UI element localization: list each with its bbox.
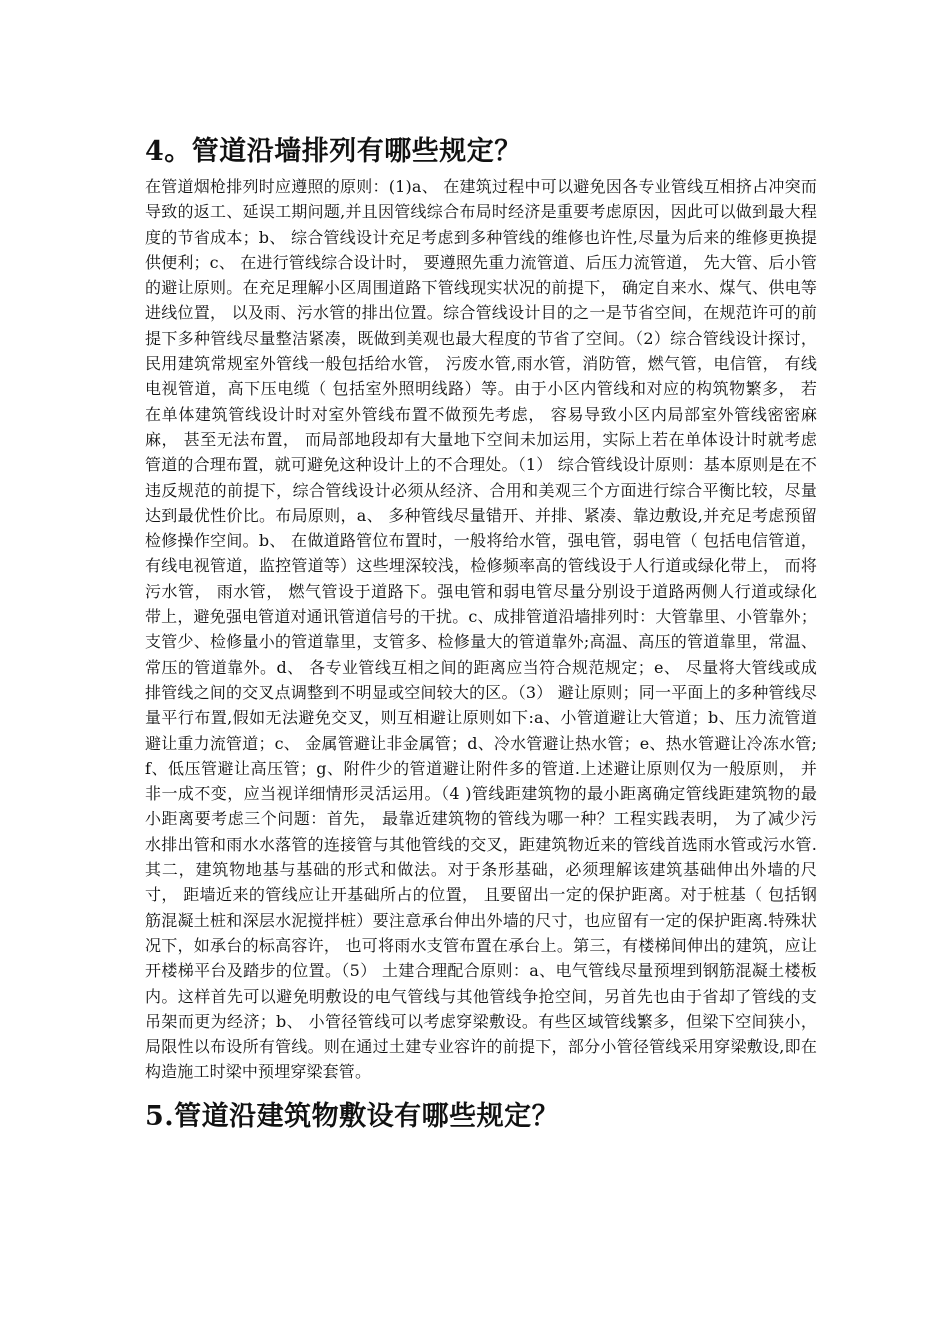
section-4-heading: 4。管道沿墙排列有哪些规定？ xyxy=(145,136,522,167)
document-page xyxy=(145,132,817,1137)
section-5-heading: 5.管道沿建筑物敷设有哪些规定？ xyxy=(145,1100,560,1132)
section-4-body: 在管道烟枪排列时应遵照的原则：(1)a、 在建筑过程中可以避免因各专业管线互相挤占冲突而导致的返工、延误工期问题,并且因管线综合布局时经济是重要考虑原因，因此可以做到最大程度的节省成本；b、 综合管线设计充足考虑到多种管线的维修也许性,尽量为后来的维修更换提供便利；c、 在进行管线综合设计时， 要遵照先重力流管道、后压力流管道， 先大管、后小管的避让原则。在充足理解小区周围道路下管线现实状况的前提下， 确定自来水、煤气、供电等进线位置， 以及雨、污水管的排出位置。综合管线设计目的之一是节省空间，在规范许可的前提下多种管线尽量整洁紧凑，既做到美观也最大程度的节省了空间。（2）综合管线设计探讨，民用建筑常规室外管线一般包括给水管， 污废水管,雨水管，消防管，燃气管，电信管， 有线电视管道，高下压电缆（ 包括室外照明线路）等。由于小区内管线和对应的构筑物繁多， 若在单体建筑管线设计时对室外管线布置不做预先考虑， 容易导致小区内局部室外管线密密麻麻， 甚至无法布置， 而局部地段却有大量地下空间未加运用，实际上若在单体设计时就考虑管道的合理布置，就可避免这种设计上的不合理处。（1） 综合管线设计原则：基本原则是在不违反规范的前提下，综合管线设计必须从经济、合用和美观三个方面进行综合平衡比较，尽量达到最优性价比。布局原则，a、 多种管线尽量错开、并排、紧凑、靠边敷设,并充足考虑预留检修操作空间。b、 在做道路管位布置时，一般将给水管，强电管，弱电管（ 包括电信管道，有线电视管道，监控管道等）这些埋深较浅，检修频率高的管线设于人行道或绿化带上， 而将污水管， 雨水管， 燃气管设于道路下。强电管和弱电管尽量分别设于道路两侧人行道或绿化带上，避免强电管道对通讯管道信号的干扰。c、成排管道沿墙排列时：大管靠里、小管靠外；支管少、检修量小的管道靠里，支管多、检修量大的管道靠外;高温、高压的管道靠里，常温、常压的管道靠外。d、 各专业管线互相之间的距离应当符合规范规定；e、 尽量将大管线或成排管线之间的交叉点调整到不明显或空间较大的区。（3） 避让原则；同一平面上的多种管线尽量平行布置,假如无法避免交叉，则互相避让原则如下:a、小管道避让大管道；b、压力流管道避让重力流管道；c、 金属管避让非金属管；d、冷水管避让热水管；e、热水管避让冷冻水管;f、低压管避让高压管；g、附件少的管道避让附件多的管道.上述避让原则仅为一般原则， 并非一成不变，应当视详细情形灵活运用。（4 )管线距建筑物的最小距离确定管线距建筑物的最小距离要考虑三个问题：首先， 最靠近建筑物的管线为哪一种？工程实践表明， 为了减少污水排出管和雨水水落管的连接管与其他管线的交叉，距建筑物近来的管线首选雨水管或污水管.其二，建筑物地基与基础的形式和做法。对于条形基础，必须理解该建筑基础伸出外墙的尺寸， 距墙近来的管线应让开基础所占的位置， 且要留出一定的保护距离。对于桩基（ 包括钢筋混凝土桩和深层水泥搅拌桩）要注意承台伸出外墙的尺寸，也应留有一定的保护距离.特殊状况下，如承台的标高容许， 也可将雨水支管布置在承台上。第三，有楼梯间伸出的建筑，应让开楼梯平台及踏步的位置。（5） 土建合理配合原则：a、电气管线尽量预埋到钢筋混凝土楼板内。这样首先可以避免明敷设的电气管线与其他管线争抢空间，另首先也由于省却了管线的支吊架而更为经济；b、 小管径管线可以考虑穿梁敷设。有些区域管线繁多，但梁下空间狭小，局限性以布设所有管线。则在通过土建专业容许的前提下，部分小管径管线采用穿梁敷设,即在构造施工时梁中预埋穿梁套管。 xyxy=(145,177,817,1082)
